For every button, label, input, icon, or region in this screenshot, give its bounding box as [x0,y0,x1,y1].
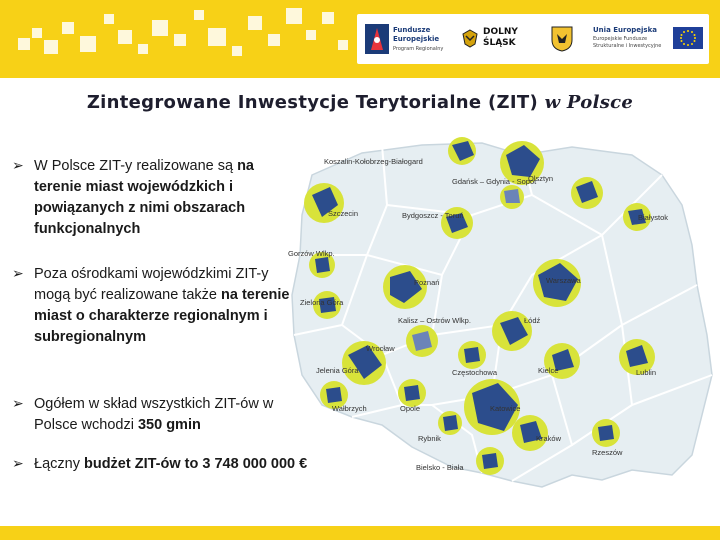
city-label-wroclaw: Wrocław [366,344,395,353]
city-label-gorzow: Gorzów Wlkp. [288,249,335,258]
poland-zit-map [272,125,720,505]
bullet-arrow-icon: ➢ [12,396,24,412]
city-label-kalisz: Kalisz – Ostrów Wlkp. [398,316,471,325]
bullet-arrow-icon: ➢ [12,456,24,472]
unia-europejska-logo [587,14,707,64]
city-label-rzeszow: Rzeszów [592,448,623,457]
city-label-czestochowa: Częstochowa [452,368,498,377]
city-label-poznan: Poznań [414,278,440,287]
decor-square [18,38,30,50]
bullet-text [34,156,302,240]
decor-square [194,10,204,20]
title-suffix: w Polsce [544,92,634,113]
bullet-item [12,156,302,240]
decor-square [306,30,316,40]
coat-of-arms-logo [549,14,579,64]
city-label-jelenia: Jelenia Góra [316,366,359,375]
decor-square [118,30,132,44]
bullet-text-bold: budżet ZIT-ów to 3 748 000 000 € [83,456,308,472]
header-banner [0,0,720,78]
decor-square [208,28,226,46]
city-label-gdansk: Gdańsk – Gdynia - Sopot [452,177,537,186]
fe-line1: Fundusze [393,26,431,34]
fundusze-europejskie-logo [363,14,463,64]
fe-emblem-icon [365,24,389,54]
decor-square [104,14,114,24]
zit-area [315,257,330,273]
footer-bar [0,526,720,540]
dolny-slask-logo [461,14,541,64]
city-label-szczecin: Szczecin [328,209,359,218]
eu-flag-icon [673,27,703,49]
bullet-item [12,264,302,348]
city-label-bydgoszcz: Bydgoszcz - Toruń [402,211,464,220]
fe-line3: Program Regionalny [393,46,444,52]
decor-square [174,34,186,46]
eagle-crest-icon [461,28,479,48]
decor-square [152,20,168,36]
city-label-rybnik: Rybnik [418,434,441,443]
bullet-text-plain: W Polsce ZIT-y realizowane są [34,158,238,174]
decor-square [268,34,280,46]
bullet-arrow-icon: ➢ [12,158,24,174]
zit-area [326,387,342,403]
city-label-warszawa: Warszawa [546,276,581,285]
title-main: Zintegrowane Inwestycje Terytorialne (ZIT) [86,92,538,113]
bullet-text-bold: na terenie miast o charakterze regionalnym i subregionalnym [34,287,290,345]
page-title [0,92,720,113]
city-label-walbrzych: Wałbrzych [332,404,367,413]
city-label-lodz: Łódź [524,316,541,325]
zit-area [404,385,420,401]
decor-square [80,36,96,52]
bullet-text-bold: 350 gmin [137,417,201,433]
decor-square [286,8,302,24]
decor-square [322,12,334,24]
city-label-opole: Opole [400,404,421,413]
bullet-arrow-icon: ➢ [12,266,24,282]
ue-line2: Europejskie Fundusze [593,36,648,42]
city-label-lublin: Lublin [636,368,657,377]
zit-area [504,189,520,203]
bullet-text [34,264,302,348]
city-label-koszalin: Koszalin-Kołobrzeg-Białogard [324,157,423,166]
bullet-text-plain: Poza ośrodkami wojewódzkimi ZIT-y mogą być realizowane także [34,266,269,303]
ds-line1: DOLNY [483,27,518,37]
city-label-krakow: Kraków [536,434,562,443]
coat-of-arms-icon [551,26,573,52]
decor-square [138,44,148,54]
ds-line2: ŚLĄSK [483,38,516,48]
city-label-bialystok: Białystok [638,213,669,222]
zit-area [482,453,498,469]
city-label-bielsko: Bielsko - Biała [416,463,464,472]
zit-area [464,347,480,363]
partner-logos [357,14,709,64]
bullet-item [12,394,302,436]
city-label-kielce: Kielce [538,366,559,375]
ue-line3: Strukturalne i Inwestycyjne [593,43,662,49]
bullet-text [34,394,302,436]
bullet-text-plain: Łączny [34,456,84,472]
decor-square [248,16,262,30]
decor-square [32,28,42,38]
decor-square [338,40,348,50]
city-label-katowice: Katowice [490,404,521,413]
city-label-olsztyn: Olsztyn [528,174,554,183]
bullet-text-bold: na terenie miast wojewódzkich i powiązanych z nimi obszarach funkcjonalnych [34,158,254,237]
city-label-zielona: Zielona Góra [300,298,344,307]
ue-line1: Unia Europejska [593,26,657,34]
decor-square [62,22,74,34]
decor-square [232,46,242,56]
zit-area [443,415,458,431]
zit-area [598,425,614,441]
bullet-text-plain: Ogółem w skład wszystkich ZIT-ów w Polsce wchodzi [34,396,274,433]
decor-square [44,40,58,54]
fe-line2: Europejskie [393,35,440,43]
